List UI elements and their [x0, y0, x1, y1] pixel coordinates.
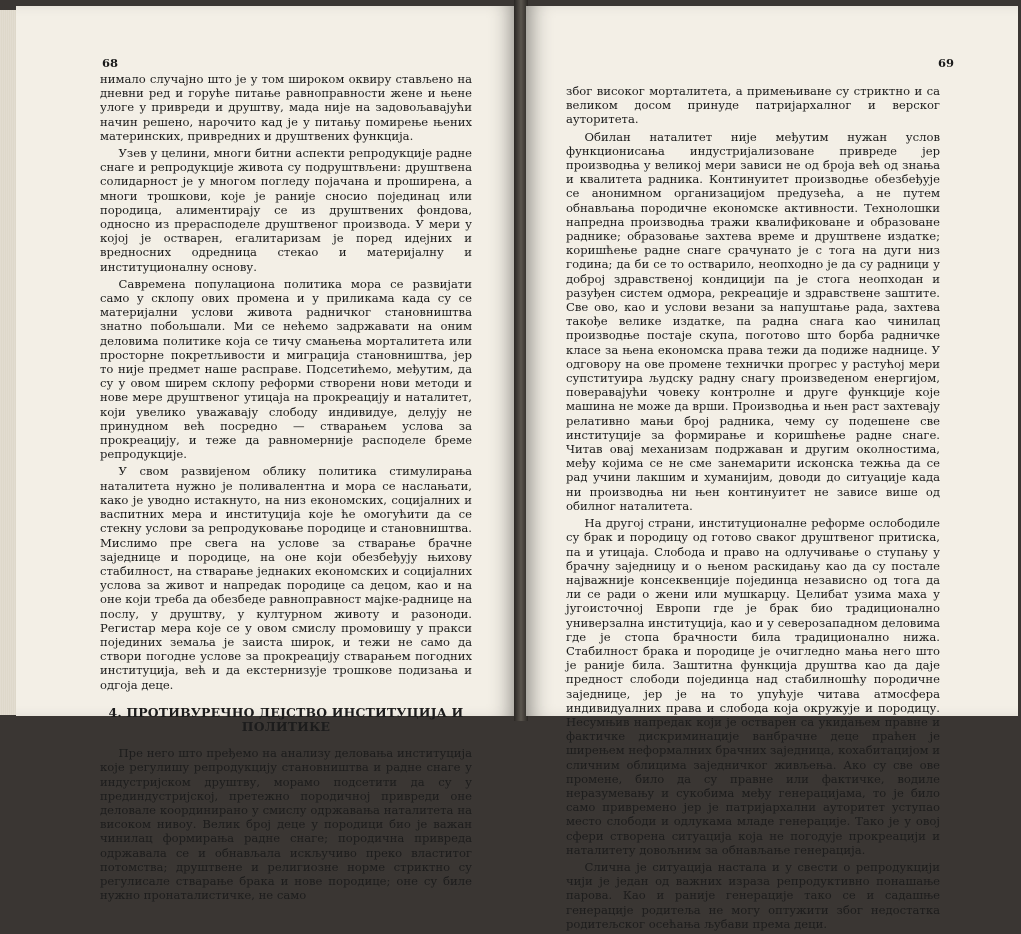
left-page-text [100, 72, 472, 905]
right-page [526, 6, 1018, 931]
paragraph: Обилан наталитет није међутим нужан услов функционисања индустријализоване привреде јер производња у великој мери зависи не од броја већ од знања и квалитета радника. Континуитет производње обезбеђује се анонимном организацијом предузећа, а не путем обнављања породичне економске активности. Технолошки напредна производња тражи квалификоване и образоване раднике; образовање захтева време и друштвене издатке; коришћење радне снаге срачунато је с тога на дуги низ година; да би се то остварило, неопходно је да су радници у доброј здравственој кондицији па је стога неопходан и разуђен систем одмора, рекреације и здравствене заштите. Све ово, као и услови везани за напуштање рада, захтева такође велике издатке, па радна снага као чинилац производње постаје скупа, поготово што борба радничке класе за њена економска права тежи да подиже наднице. У одговору на ове промене технички прогрес у растућој мери супституира људску радну снагу произведеном енергијом, поверавајући човеку контролне и друге функције које машина не може да врши. Производња и њен раст захтевају релативно мањи број радника, чему су подешене све институције за формирање и коришћење радне снаге. Читав овај механизам подржаван и другим околностима, међу којима се не сме занемарити исконска тежња да се рад учини лакшим и хуманијим, доводи до ситуације када ни производња ни њен континуитет не зависе више од обилног наталитета. [566, 129, 940, 513]
page-number-left: 68 [102, 56, 119, 70]
right-page-text [566, 84, 940, 934]
paragraph: Савремена популациона политика мора се развијати само у склопу ових промена и у приликама када су се материјални услови живота радничког становништва знатно побољшали. Ми се нећемо задржавати на оним деловима политике која се тичу смањења морталитета или просторне покретљивости и миграција становништва, јер то није предмет наше расправе. Подсетићемо, међутим, да су у овом ширем склопу реформи створени нови методи и нове мере друштвеног утицаја на прокреацију и наталитет, који увелико уважавају слободу индивидуе, делују не принудном већ посредно — стварањем услова за прокреацију, и теже да равномерније расподеле бреме репродукције. [100, 276, 472, 462]
paragraph: На другој страни, институционалне реформе ослободиле су брак и породицу од готово сваког друштвеног притиска, па и утицаја. Слобода и право на одлучивање о ступању у брачну заједницу и о њеном раскидању као да су постале најважније консеквенције појединца независно од тога да ли се ради о жени или мушкарцу. Целибат узима маха у југоисточној Европи где је брак био традиционално универзална институција, као и у северозападном деловима где је стопа брачности била традиционално нижа. Стабилност брака и породице је очигледно мања него што је раније била. Заштитна функција друштва као да даје предност слободи појединца над стабилношћу породичне заједнице, јер је на то упућује читава атмосфера индивидуалних права и слобода која окружује и породицу. Несумњив напредак који је остварен са укидањем правне и фактичке дискриминације ванбрачне деце праћен је ширењем неформалних брачних заједница, кохабитацијом и сличним облицима заједничког живљења. Ако су све ове промене, било да су правне или фактичке, водиле неразумевању и сукобима међу генерацијама, то је било само привремено јер је патријархални ауторитет уступао место слободи и одлукама младе генерације. Тако је у овој сфери створена ситуација која не погодује прокреацији и наталитету довољним за обнављање генерација. [566, 516, 940, 857]
paragraph: Пре него што пређемо на анализу деловања институција које регулишу репродукцију становништва и радне снаге у индустријском друштву, морамо подсетити да су у прединдустријској, претежно породичној привреди оне деловале координирано у смислу одржавања наталитета на високом нивоу. Велик број деце у породици био је важан чинилац формирања радне снаге; породична привреда одржавала се и обнављала искључиво преко властитог потомства; друштвене и религиозне норме стриктно су регулисале стварање брака и нове породице; оне су биле нужно пронаталистичке, не само [100, 746, 472, 903]
page-number-right: 69 [937, 56, 954, 70]
paragraph: У свом развијеном облику политика стимулирања наталитета нужно је поливалентна и мора се наслањати, како је уводно истакнуто, на низ економских, социјалних и васпитних мера и институција које ће омогућити да се стекну услови за репродуковање породице и становништва. Мислимо пре свега на услове за стварање брачне заједнице и породице, на оне који обезбеђују њихову стабилност, на стварање једнаких економских и социјалних услова за живот и напредак породице са децом, као и на оне који треба да обезбеде равноправност мајке-раднице на послу, у друштву, у културном животу и разоноди. Регистар мера које се у овом смислу промовишу у пракси појединих земаља је заиста широк, и тежи не само да створи погодне услове за прокреацију стварањем погодних институција, већ и да екстернизује трошкове подизања и одгоја деце. [100, 464, 472, 692]
left-page [16, 6, 516, 903]
paragraph: Слична је ситуација настала и у свести о репродукцији чији је један од важних израза репродуктивно понашање парова. Као и раније генерације тако се и садашње генерације родитеља не могу оптужити због недостатка родитељског осећања љубави према деци. [566, 859, 940, 931]
paragraph: нимало случајно што је у том широком оквиру стављено на дневни ред и горуће питање равноправности жене и њене улоге у привреди и друштву, мада није на задовољавајући начин решено, нарочито кад је у питању помирење њених материнских, привредних и друштвених функција. [100, 72, 472, 143]
section-heading: 4. ПРОТИВУРЕЧНО ДЕЈСТВО ИНСТИТУЦИЈА И ПОЛИТИКЕ [108, 704, 464, 734]
paragraph: Узев у целини, многи битни аспекти репродукције радне снаге и репродукције живота су подруштвљени: друштвена солидарност је у многом погледу појачана и проширена, а многи трошкови, које је раније сносио појединац или породица, алиментирају се из друштвених фондова, односно из прерасподеле друштвеног производа. У мери у којој је остварен, егалитаризам је поред идејних и вредносних одредница стекао и материјалну и институционалну основу. [100, 146, 472, 274]
paragraph: због високог морталитета, а примењиване су стриктно и са великом досом принуде патријархалног и верског ауторитета. [566, 84, 940, 127]
